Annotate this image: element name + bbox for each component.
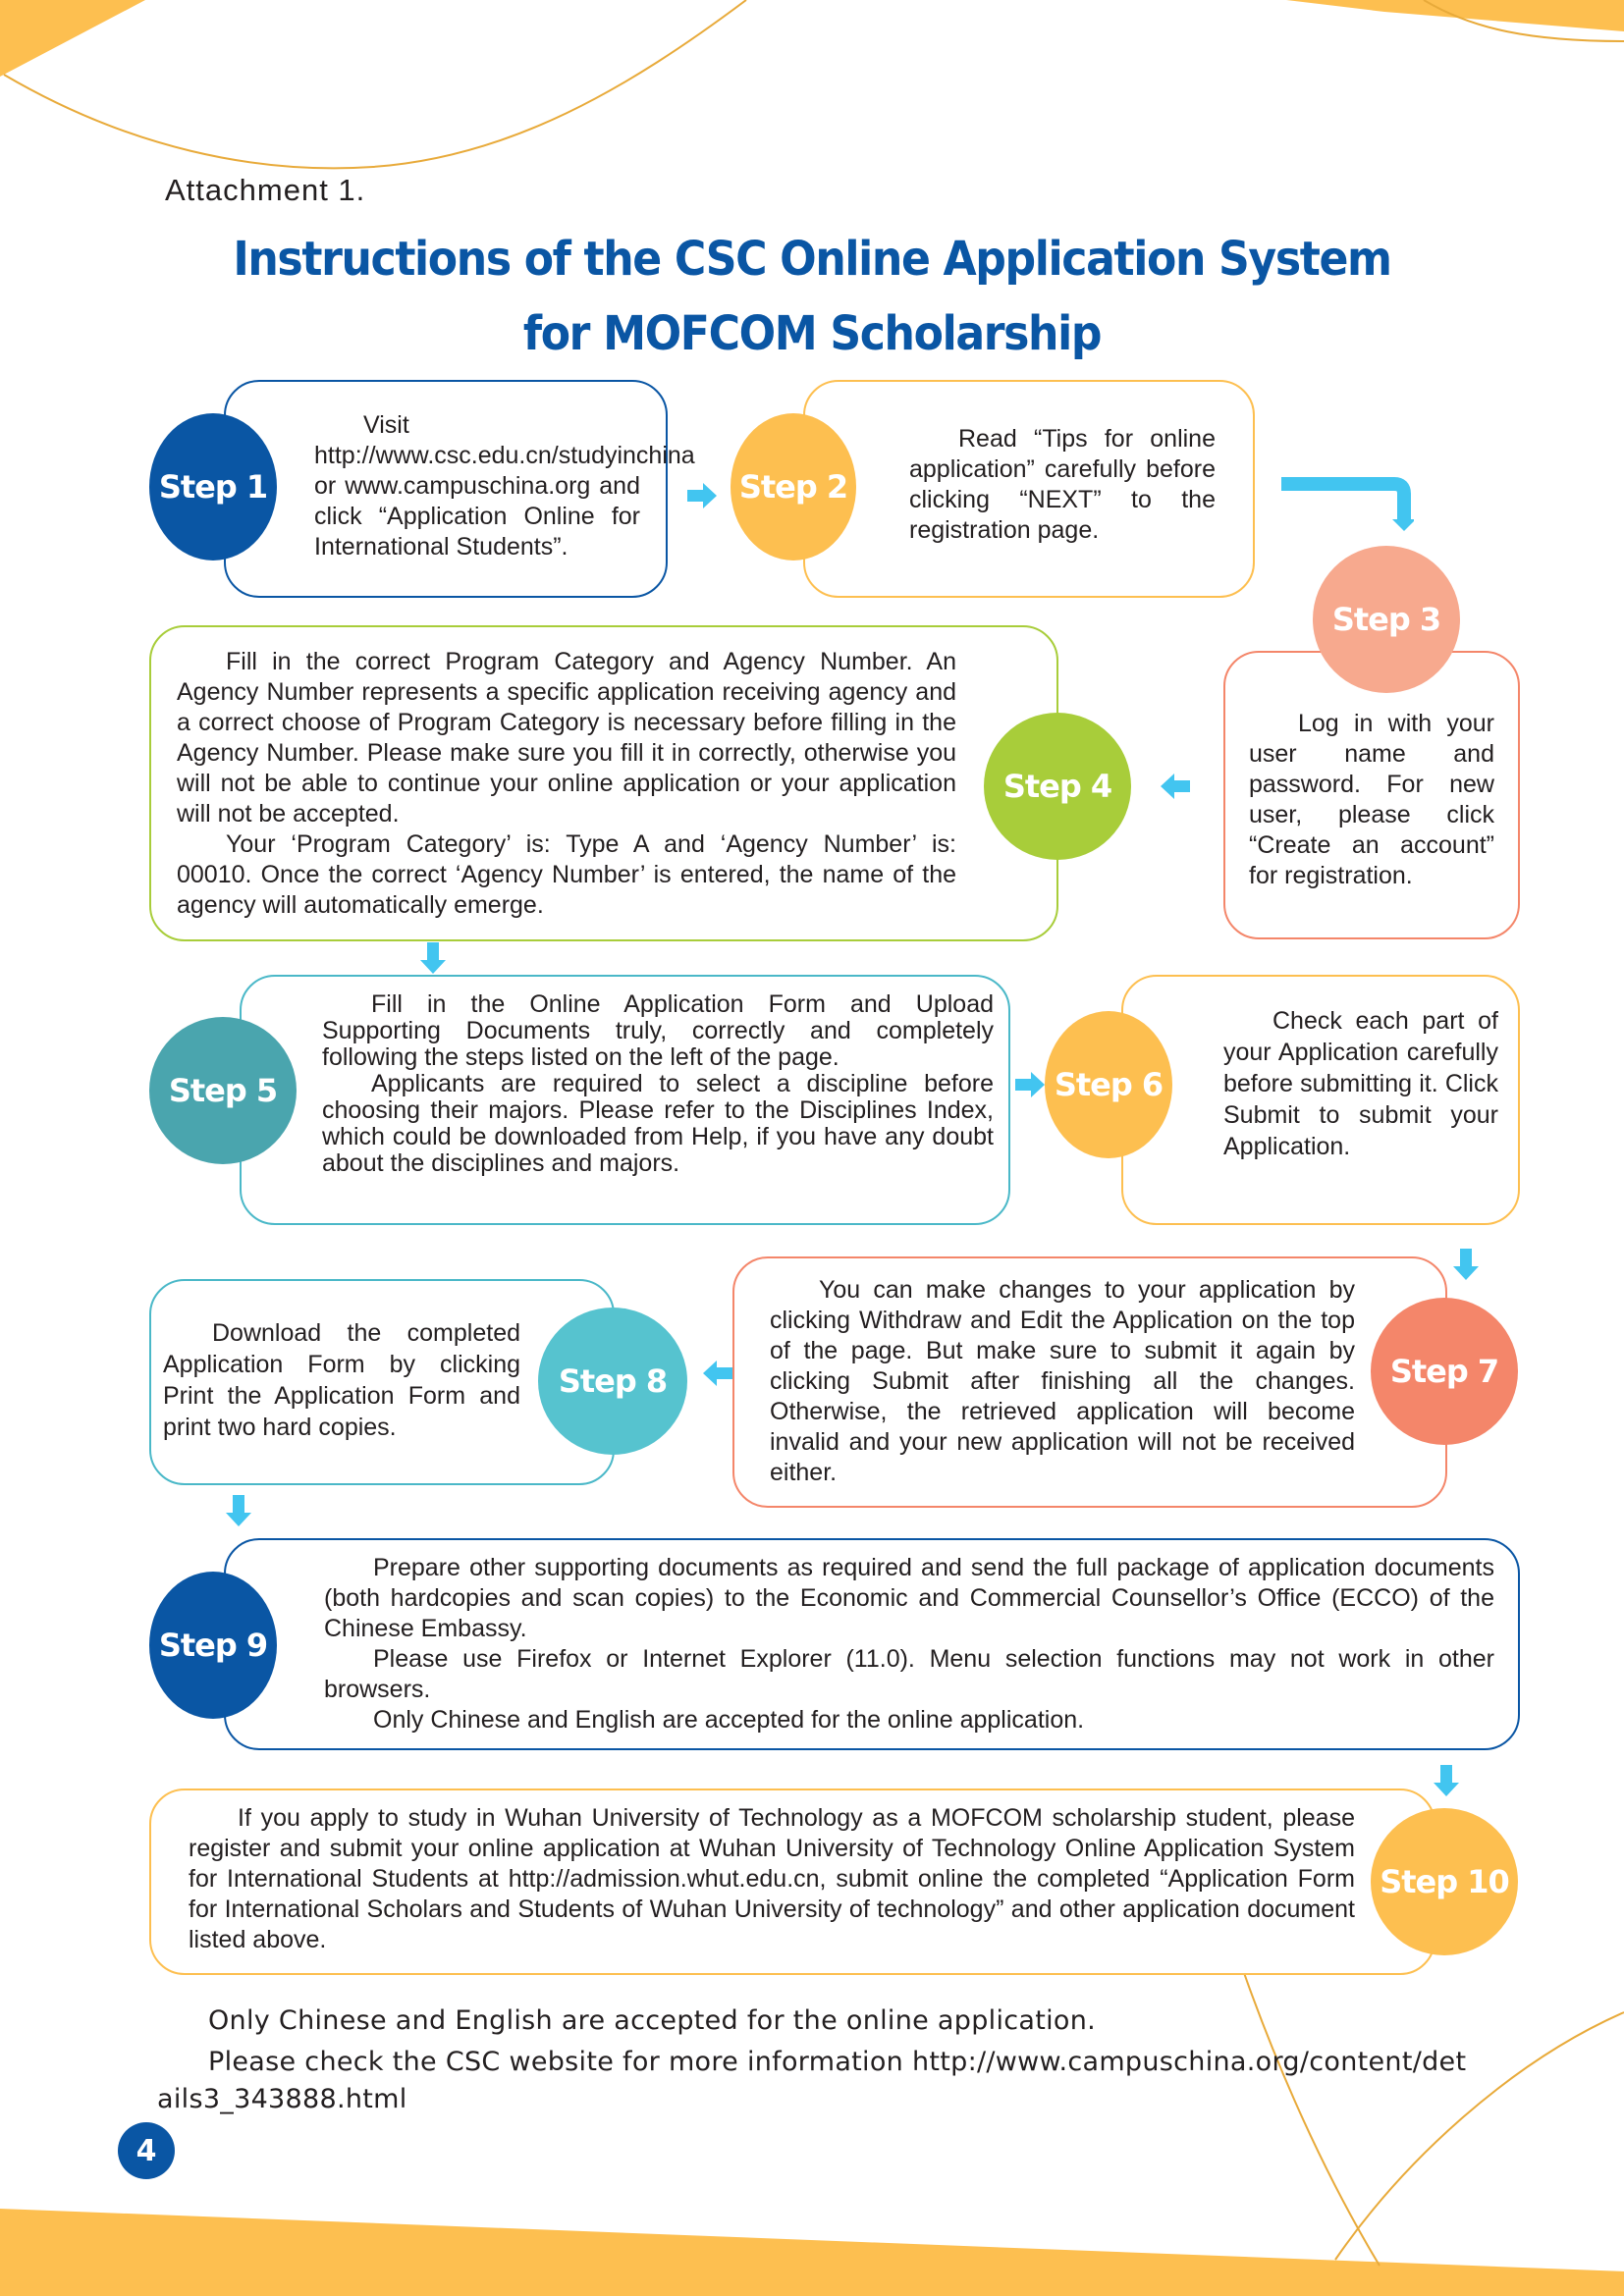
step-7-badge <box>1371 1298 1518 1445</box>
step-7-label: Step 7 <box>1389 1353 1499 1390</box>
attachment-label: Attachment 1. <box>165 173 366 207</box>
top-right-curve-line <box>1424 0 1624 41</box>
step-3-badge <box>1313 546 1460 693</box>
step-9-paragraph-3: Only Chinese and English are accepted for the online application. <box>373 1706 1085 1734</box>
page-number-badge <box>118 2122 175 2179</box>
step-1-label: Step 1 <box>158 468 268 506</box>
arrow-left-icon <box>703 1361 732 1386</box>
step-6-label: Step 6 <box>1054 1066 1164 1103</box>
step-5-badge <box>149 1017 297 1164</box>
step-10-text <box>189 1803 1355 1955</box>
step-6-text <box>1223 1005 1498 1162</box>
step-2-text <box>909 424 1216 546</box>
step-9-paragraph-1: Prepare other supporting documents as required and send the full package of application documents (both hardcopies and scan copies) to the Economic and Commercial Counsellor’s Office (ECCO) of the Chinese Embassy. <box>324 1554 1494 1642</box>
step-2-label: Step 2 <box>738 468 848 506</box>
step-1-text <box>314 410 695 562</box>
arrow-left-icon <box>1161 774 1190 799</box>
step-4-badge <box>984 713 1131 860</box>
bottom-orange-band <box>0 2209 1624 2296</box>
page-number: 4 <box>135 2133 157 2168</box>
top-curve-line <box>4 0 746 168</box>
top-right-orange-shape <box>1286 0 1624 31</box>
step-5-paragraph-2: Applicants are required to select a discipline before choosing their majors. Please refer to the Disciplines Index, which could be downloaded from Help, if you have any doubt about the disciplines and majors. <box>322 1070 994 1177</box>
footer-note-languages: Only Chinese and English are accepted for the online application. <box>208 2005 1097 2036</box>
step-9-label: Step 9 <box>158 1627 268 1664</box>
step-3-paragraph: Log in with your user name and password. For new user, please click “Create an account” for registration. <box>1249 710 1494 889</box>
step-5-paragraph-1: Fill in the Online Application Form and Upload Supporting Documents truly, correctly and completely following the steps listed on the left of the page. <box>322 990 994 1071</box>
arrow-right-icon <box>687 483 717 508</box>
arrow-down-icon <box>1453 1249 1479 1280</box>
step-7-paragraph: You can make changes to your application by clicking Withdraw and Edit the Application on the top of the page. But make sure to submit it again by clicking Submit after finishing all the changes. Otherwise, the retrieved application will become invalid and your new application will not be received either. <box>770 1276 1355 1486</box>
page-title-line1: Instructions of the CSC Online Application System <box>233 232 1391 287</box>
step-2-paragraph: Read “Tips for online application” carefully before clicking “NEXT” to the registration page. <box>909 425 1216 544</box>
step-1-paragraph: Visit http://www.csc.edu.cn/studyinchina or www.campuschina.org and click “Application Online for International Students”. <box>314 411 695 561</box>
step-1-badge <box>149 413 277 561</box>
step-8-paragraph: Download the completed Application Form by clicking Print the Application Form and print two hard copies. <box>163 1319 520 1441</box>
step-4-label: Step 4 <box>1002 768 1112 805</box>
step-6-paragraph: Check each part of your Application carefully before submitting it. Click Submit to submit your Application. <box>1223 1007 1498 1160</box>
step-7-text <box>770 1275 1355 1488</box>
arrow-down-icon <box>1434 1765 1459 1796</box>
step-10-label: Step 10 <box>1380 1863 1509 1900</box>
step-4-text <box>177 647 956 921</box>
page-title-line2: for MOFCOM Scholarship <box>522 306 1102 361</box>
arrow-elbow-down-icon <box>1276 476 1414 535</box>
step-5-text <box>322 991 994 1177</box>
step-3-label: Step 3 <box>1331 601 1441 638</box>
footer-note-website-text: Please check the CSC website for more information http://www.campuschina.org/content/details3_343888.html <box>157 2047 1467 2114</box>
step-9-badge <box>149 1572 277 1719</box>
step-6-badge <box>1045 1011 1172 1158</box>
arrow-right-icon <box>1015 1072 1045 1097</box>
step-2-badge <box>731 413 856 561</box>
step-3-text <box>1249 709 1494 891</box>
arrow-down-icon <box>420 942 446 974</box>
step-9-text <box>324 1553 1494 1735</box>
step-4-paragraph-1: Fill in the correct Program Category and Agency Number. An Agency Number represents a specific application receiving agency and a correct choose of Program Category is necessary before filling in the Agency Number. Please make sure you fill it in correctly, otherwise you will not be able to continue your online application or your application will not be accepted. <box>177 648 956 828</box>
step-8-label: Step 8 <box>558 1362 668 1400</box>
step-10-paragraph: If you apply to study in Wuhan University of Technology as a MOFCOM scholarship student, please register and submit your online application at Wuhan University of Technology Online Application System for International Students at http://admission.whut.edu.cn, submit online the completed “Application Form for International Scholars and Students of Wuhan University of technology” and other application document listed above. <box>189 1804 1355 1953</box>
step-4-paragraph-2: Your ‘Program Category’ is: Type A and ‘Agency Number’ is: 00010. Once the correct ‘Agency Number’ is entered, the name of the agency will automatically emerge. <box>177 830 956 919</box>
footer-note-website <box>157 2044 1483 2118</box>
step-5-label: Step 5 <box>168 1072 278 1109</box>
step-9-paragraph-2: Please use Firefox or Internet Explorer (11.0). Menu selection functions may not work in other browsers. <box>324 1645 1494 1703</box>
step-8-text <box>163 1317 520 1443</box>
top-left-orange-shape <box>0 0 145 77</box>
arrow-down-icon <box>226 1495 251 1526</box>
step-8-badge <box>538 1308 687 1455</box>
step-10-badge <box>1371 1808 1518 1955</box>
